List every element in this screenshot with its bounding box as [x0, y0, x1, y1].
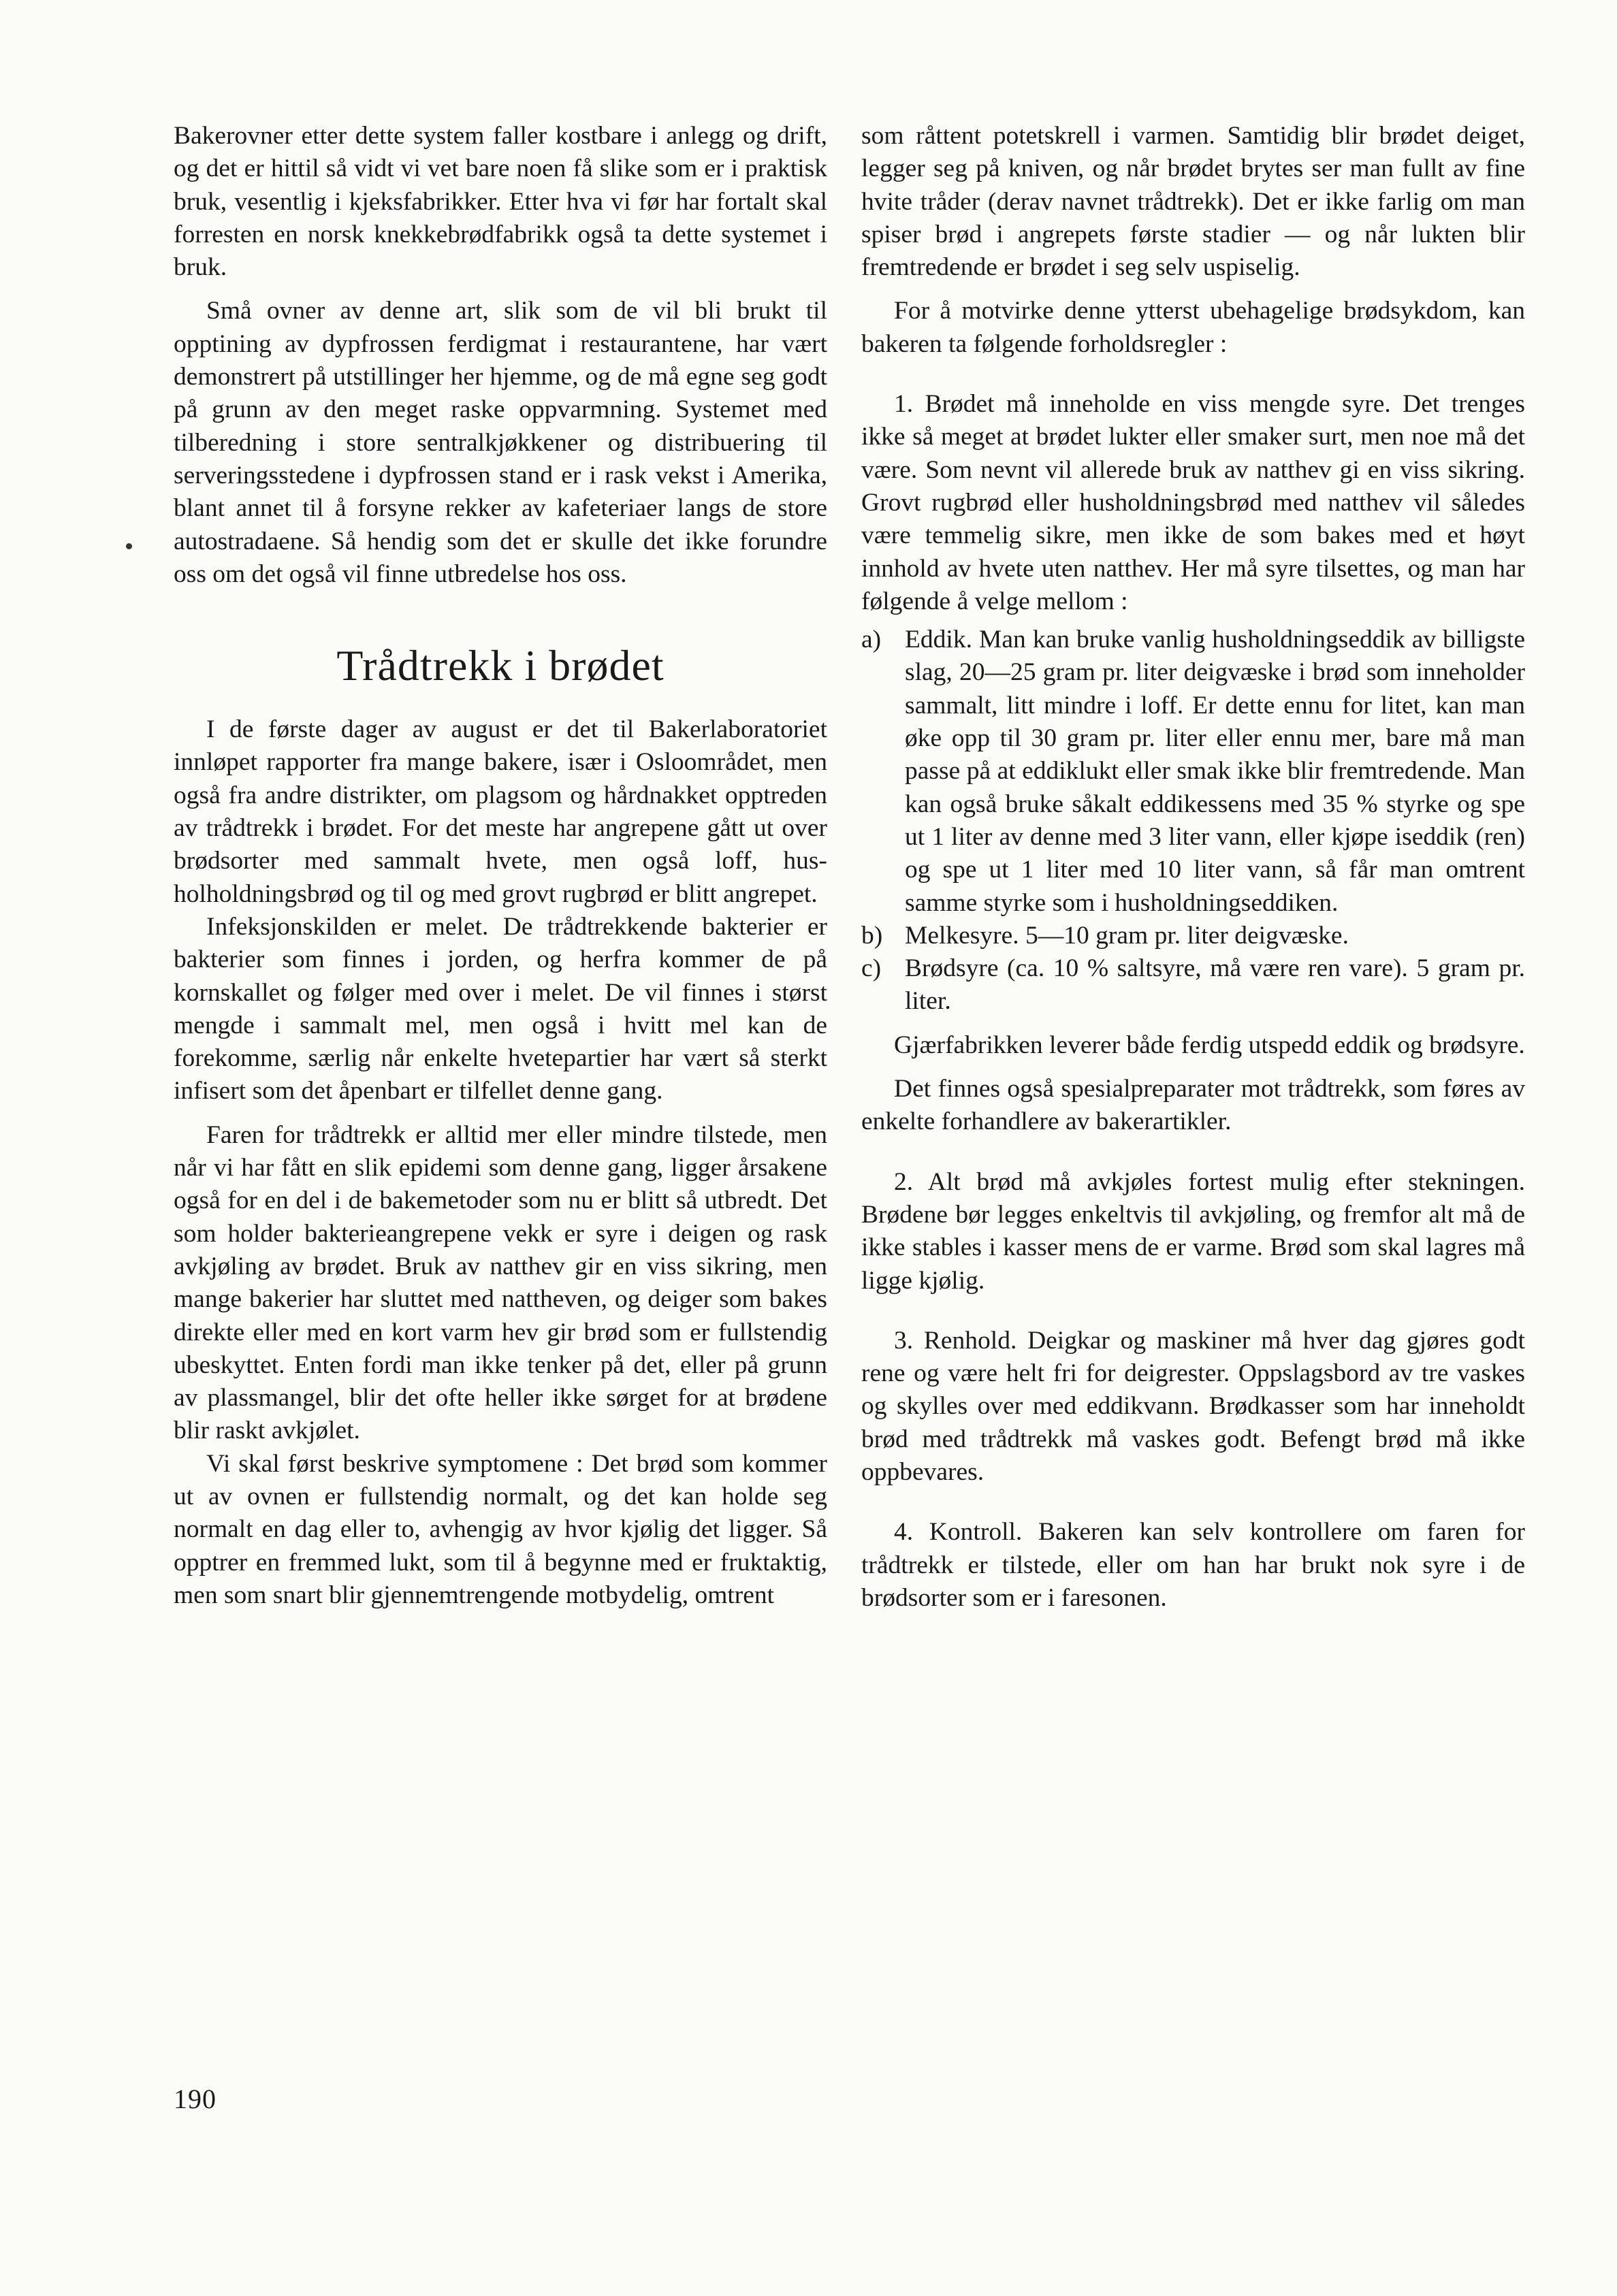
page-number: 190 — [174, 2084, 217, 2114]
paragraph-right-4: Gjærfabrikken leverer både ferdig utspedd eddik og brødsyre. — [894, 1031, 1525, 1059]
paragraph-right-1: som råttent potetskrell i varmen. Samtidig blir brødet deiget, legger seg på kniven, og når brødet brytes ser man fullt av fine hvite tråder (derav navnet trådtrekk). Det er ikke farlig om man spiser brød i angrepets første stadier — og når lukten blir fremtredende er brødet i seg selv uspiselig. — [861, 122, 1525, 282]
list-item-c — [861, 952, 1525, 1018]
paragraph-left-4: Infeksjonskilden er melet. De trådtrekkende bakterier er bakterier som finnes i jorden, og herfra kommer de på kornskallet og følger med over i melet. De vil finnes i størst mengde i sammalt mel, men også i hvitt mel kan de forekomme, særlig når enkelte hvetepartier har vært så sterkt infisert som det åpenbart er tilfellet denne gang. — [174, 912, 827, 1105]
paragraph-left-6: Vi skal først beskrive symptomene : Det brød som kommer ut av ovnen er fullstendig normalt, og det kan holde seg normalt en dag eller to, avhengig av hvor kjølig det ligger. Så opptrer en fremmed lukt, som til å begynne med er fruktaktig, men som snart blir gjennemtrengende motbydelig, omtrent — [174, 1449, 827, 1609]
paragraph-left-1: Bakerovner etter dette system faller kostbare i anlegg og drift, og det er hittil så vidt vi vet bare noen få slike som er i praktisk bruk, vesentlig i kjeksfabrikker. Etter hva vi før har fortalt skal forresten en norsk knekkebrødfabrikk også ta dette systemet i bruk. — [174, 122, 827, 282]
list-item-text: Brødsyre (ca. 10 % saltsyre, må være ren vare). 5 gram pr. liter. — [905, 954, 1525, 1016]
list-item-label: b) — [861, 921, 883, 950]
list-item-text: Eddik. Man kan bruke vanlig husholdningseddik av billigste slag, 20—25 gram pr. liter deigvæske i brød som inneholder sammalt, litt mindre i loff. Er dette ennu for litet, kan man øke opp til 30 gram pr. liter eller ennu mer, bare må man passe på at eddiklukt eller smak ikke blir fremtredende. Man kan også bruke såkalt eddikessens med 35 % styrke og spe ut 1 liter av denne med 3 liter vann, eller kjøpe iseddik (ren) og spe ut 1 liter med 10 liter vann, så får man omtrent samme styrke som i husholdningseddiken. — [905, 626, 1525, 917]
paragraph-right-6: 2. Alt brød må avkjøles fortest mulig efter stekningen. Brødene bør legges enkeltvis til avkjøling, og fremfor alt må de ikke stables i kasser mens de er varme. Brød som skal lagres må ligge kjølig. — [861, 1167, 1525, 1295]
paragraph-right-3: 1. Brødet må inneholde en viss mengde syre. Det trenges ikke så meget at brødet lukter eller smaker surt, men noe må det være. Som nevnt vil allerede bruk av natthev gi en viss sikring. Grovt rugbrød eller husholdningsbrød med natthev vil således være temmelig sikre, men ikke de som bakes med et høyt innhold av hvete uten natthev. Her må syre tilsettes, og man har følgende å velge mellom : — [861, 390, 1525, 615]
list-item-text: Melkesyre. 5—10 gram pr. liter deigvæske. — [905, 921, 1349, 950]
section-heading: Trådtrekk i brødet — [336, 641, 665, 690]
list-item-a — [861, 624, 1525, 920]
paragraph-right-7: 3. Renhold. Deigkar og maskiner må hver dag gjøres godt rene og være helt fri for deigrester. Oppslagsbord av tre vaskes og skylles over med eddikvann. Brødkasser som har inneholdt brød med trådtrekk må vaskes godt. Befengt brød må ikke oppbevares. — [861, 1326, 1525, 1486]
list-item-label: a) — [861, 626, 882, 654]
paragraph-left-5: Faren for trådtrekk er alltid mer eller mindre tilstede, men når vi har fått en slik epidemi som denne gang, ligger årsakene også for en del i de bakemetoder som nu er blitt så utbredt. Det som holder bakterieangrepene vekk er syre i deigen og rask avkjøling av brødet. Bruk av natthev gir en viss sikring, men mange bakerier har sluttet med nattheven, og deiger som bakes direkte eller med en kort varm hev gir brød som er fullstendig ubeskyttet. Enten fordi man ikke tenker på det, eller på grunn av plassmangel, blir det ofte heller ikke sørget for at brødene blir raskt avkjølet. — [174, 1120, 827, 1445]
paragraph-left-2: Små ovner av denne art, slik som de vil bli brukt til opptining av dypfrossen ferdigmat i restaurantene, har vært demonstrert på utstillinger her hjemme, og de må egne seg godt på grunn av den meget raske oppvarmning. Systemet med tilberedning i store sentralkjøkkener og distribuering til serveringsstedene i dypfrossen stand er i rask vekst i Amerika, blant annet til å forsyne rekker av kafeteriaer langs de store autostradaene. Så hendig som det er skulle det ikke forundre oss om det også vil finne utbredelse hos oss. — [174, 297, 827, 588]
left-column — [174, 120, 827, 1612]
paragraph-left-3: I de første dager av august er det til Bakerlaboratoriet innløpet rapporter fra mange bakere, især i Osloområdet, men også fra andre distrikter, om plagsom og hårdnakket opptreden av trådtrekk i brødet. For det meste har angrepene gått ut over brødsorter med sammalt hvete, men også loff, husholholdningsbrød og til og med grovt rugbrød er blitt angrepet. — [174, 715, 827, 908]
list-item-label: c) — [861, 954, 882, 983]
paragraph-right-2: For å motvirke denne ytterst ubehagelige brødsykdom, kan bakeren ta følgende forholdsregler : — [861, 297, 1525, 358]
right-column — [861, 120, 1525, 1615]
list-item-b — [861, 920, 1525, 952]
paragraph-right-8: 4. Kontroll. Bakeren kan selv kontrollere om faren for trådtrekk er tilstede, eller om han har brukt nok syre i de brødsorter som er i faresonen. — [861, 1518, 1525, 1612]
paragraph-right-5: Det finnes også spesialpreparater mot trådtrekk, som føres av enkelte forhandlere av bakerartikler. — [861, 1075, 1525, 1136]
margin-dot-mark — [126, 543, 132, 549]
